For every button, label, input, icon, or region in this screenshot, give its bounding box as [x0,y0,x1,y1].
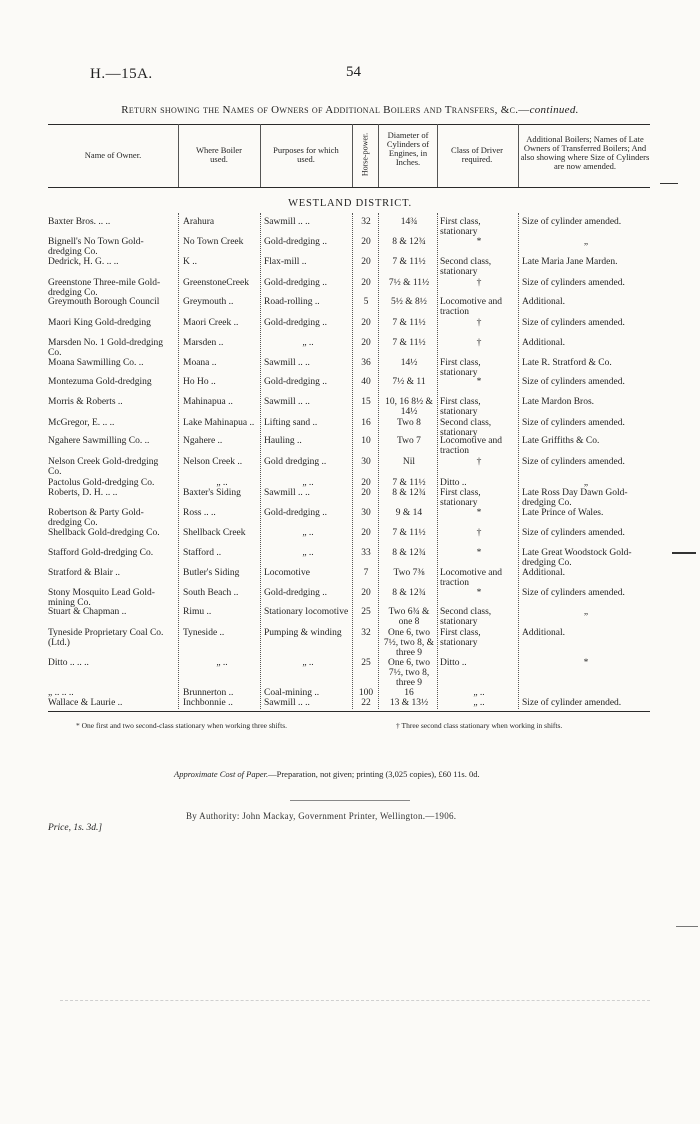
purpose-cell: „ .. [302,548,314,558]
purpose-cell: Coal-mining .. [264,688,320,698]
owner-cell: Tyneside Proprietary Coal Co. (Ltd.) [48,628,164,648]
diameter-cell: 8 & 12¾ [392,548,426,558]
additional-cell: Additional. [522,628,566,638]
cost-text: —Preparation, not given; printing (3,025 copies), £60 11s. 0d. [268,769,480,779]
owner-cell: Montezuma Gold-dredging [48,377,152,387]
additional-cell: „ [583,237,589,247]
purpose-cell: „ .. [302,478,314,488]
diameter-cell: 8 & 12¾ [392,588,426,598]
owner-cell: Stony Mosquito Lead Gold-mining Co. [48,588,155,608]
diameter-cell: 7 & 11½ [392,338,426,348]
owner-cell: Stafford Gold-dredging Co. [48,548,154,558]
purpose-cell: Gold-dredging .. [264,318,328,328]
owner-cell: Roberts, D. H. .. .. [48,488,118,498]
where-cell: No Town Creek [183,237,244,247]
hp-cell: 20 [361,488,371,498]
class-cell: † [476,338,482,348]
hp-cell: 25 [361,658,371,668]
purpose-cell: Sawmill .. .. [264,397,310,407]
document-code: H.—15A. [90,66,153,82]
owner-cell: Marsden No. 1 Gold-dredging Co. [48,338,164,358]
where-cell: Baxter's Siding [183,488,241,498]
class-cell: First class, stationary [440,217,481,237]
diameter-cell: 5½ & 8½ [391,297,427,307]
hp-cell: 40 [361,377,371,387]
diameter-cell: 16 [404,688,414,698]
purpose-cell: Hauling .. [264,436,302,446]
class-cell: * [476,588,482,598]
col-header-where: Where Boiler used. [195,145,243,164]
where-cell: Rimu .. [183,607,212,617]
class-cell: First class, stationary [440,628,481,648]
where-cell: Moana .. [183,358,217,368]
where-cell: Shellback Creek [183,528,246,538]
where-cell: Stafford .. [183,548,222,558]
class-cell: Locomotive and traction [440,568,502,588]
diameter-cell: 7½ & 11 [392,377,426,387]
margin-mark [672,552,696,554]
hp-cell: 20 [361,478,371,488]
where-cell: Inchbonnie .. [183,698,233,708]
hp-cell: 5 [363,297,369,307]
purpose-cell: Flax-mill .. [264,257,307,267]
owner-cell: McGregor, E. .. .. [48,418,115,428]
diameter-cell: Two 7⅜ [393,568,425,578]
class-cell: Second class, stationary [440,607,492,627]
purpose-cell: Sawmill .. .. [264,358,310,368]
hp-cell: 20 [361,257,371,267]
body-column-divider [437,213,438,709]
col-header-horse-power: Horse-power. [360,132,370,177]
hp-cell: 32 [361,217,371,227]
where-cell: K .. [183,257,197,267]
where-cell: Arahura [183,217,215,227]
table-top-rule [48,124,650,125]
class-cell: Ditto .. [440,478,467,488]
hp-cell: 36 [361,358,371,368]
additional-cell: Late Griffiths & Co. [522,436,600,446]
column-divider [178,124,179,187]
where-cell: Butler's Siding [183,568,240,578]
where-cell: Ho Ho .. [183,377,216,387]
hp-cell: 30 [361,508,371,518]
where-cell: Brunnerton .. [183,688,234,698]
purpose-cell: Locomotive [264,568,310,578]
hp-cell: 20 [361,588,371,598]
additional-cell: Additional. [522,338,566,348]
column-divider [437,124,438,187]
diameter-cell: 14¾ [400,217,418,227]
additional-cell: Additional. [522,568,566,578]
hp-cell: 33 [361,548,371,558]
owner-cell: Moana Sawmilling Co. .. [48,358,144,368]
additional-cell: Size of cylinders amended. [522,418,625,428]
diameter-cell: 7½ & 11½ [388,278,430,288]
owner-cell: Baxter Bros. .. .. [48,217,111,227]
class-cell: * [476,548,482,558]
additional-cell: Late R. Stratford & Co. [522,358,612,368]
purpose-cell: Pumping & winding [264,628,342,638]
owner-cell: Greenstone Three-mile Gold-dredging Co. [48,278,161,298]
class-cell: † [476,457,482,467]
class-cell: First class, stationary [440,397,481,417]
additional-cell: „ [583,607,589,617]
column-divider [352,124,353,187]
diameter-cell: 13 & 13½ [389,698,429,708]
purpose-cell: Gold-dredging .. [264,278,328,288]
col-header-purpose: Purposes for which used. [273,145,339,164]
where-cell: Mahinapua .. [183,397,233,407]
owner-cell: Dedrick, H. G. .. .. [48,257,119,267]
owner-cell: Pactolus Gold-dredging Co. [48,478,155,488]
diameter-cell: 8 & 12¾ [392,237,426,247]
hp-cell: 20 [361,338,371,348]
additional-cell: Size of cylinders amended. [522,278,625,288]
additional-cell: Size of cylinders amended. [522,528,625,538]
margin-mark [60,1000,650,1001]
purpose-cell: Sawmill .. .. [264,488,310,498]
hp-cell: 25 [361,607,371,617]
purpose-cell: „ .. [302,338,314,348]
hp-cell: 22 [361,698,371,708]
where-cell: Nelson Creek .. [183,457,243,467]
where-cell: „ .. [216,658,228,668]
additional-cell: Late Ross Day Dawn Gold-dredging Co. [522,488,628,508]
additional-cell: Additional. [522,297,566,307]
col-header-additional: Additional Boilers; Names of Late Owners of Transferred Boilers; And also showing where Size of Cylinders are now amended. [520,134,650,171]
printer-authority: By Authority: John Mackay, Government Printer, Wellington.—1906. [186,811,457,821]
hp-cell: 32 [361,628,371,638]
col-header-class: Class of Driver required. [451,145,503,164]
class-cell: Locomotive and traction [440,436,502,456]
purpose-cell: „ .. [302,658,314,668]
additional-cell: Size of cylinders amended. [522,377,625,387]
diameter-cell: 7 & 11½ [392,478,426,488]
district-heading: WESTLAND DISTRICT. [288,198,412,209]
additional-cell: Size of cylinders amended. [522,318,625,328]
footnote-asterisk: * One first and two second-class stationary when working three shifts. [76,721,287,730]
diameter-cell: 7 & 11½ [392,318,426,328]
purpose-cell: Road-rolling .. [264,297,320,307]
title-text: Return showing the Names of Owners of Additional Boilers and Transfers, &c.— [121,104,530,116]
owner-cell: Bignell's No Town Gold-dredging Co. [48,237,144,257]
where-cell: Tyneside .. [183,628,225,638]
where-cell: GreenstoneCreek [183,278,249,288]
owner-cell: Stuart & Chapman .. [48,607,127,617]
diameter-cell: 7 & 11½ [392,528,426,538]
diameter-cell: 8 & 12¾ [392,488,426,498]
owner-cell: Robertson & Party Gold-dredging Co. [48,508,144,528]
purpose-cell: Sawmill .. .. [264,217,310,227]
additional-cell: Size of cylinders amended. [522,588,625,598]
class-cell: Second class, stationary [440,257,492,277]
hp-cell: 15 [361,397,371,407]
hp-cell: 20 [361,237,371,247]
class-cell: „ .. [473,688,485,698]
hp-cell: 20 [361,318,371,328]
diameter-cell: 7 & 11½ [392,257,426,267]
column-divider [378,124,379,187]
hp-cell: 100 [358,688,374,698]
owner-cell: Ditto .. .. .. [48,658,89,668]
margin-mark [676,926,698,927]
page-number: 54 [346,64,361,80]
class-cell: † [476,278,482,288]
cost-label: Approximate Cost of Paper. [174,769,269,779]
hp-cell: 20 [361,278,371,288]
purpose-cell: Gold-dredging .. [264,508,328,518]
class-cell: * [476,508,482,518]
table-header-rule [48,187,650,188]
where-cell: Ngahere .. [183,436,223,446]
class-cell: † [476,318,482,328]
class-cell: Locomotive and traction [440,297,502,317]
additional-cell: Size of cylinder amended. [522,698,622,708]
owner-cell: Ngahere Sawmilling Co. .. [48,436,150,446]
additional-cell: „ [583,478,589,488]
table-bottom-rule [48,711,650,712]
additional-cell: * [583,658,589,668]
purpose-cell: Gold-dredging .. [264,237,328,247]
diameter-cell: 14½ [400,358,418,368]
col-header-owner: Name of Owner. [84,150,142,160]
diameter-cell: One 6, two 7½, two 8, three 9 [388,658,430,688]
purpose-cell: Lifting sand .. [264,418,318,428]
owner-cell: Wallace & Laurie .. [48,698,123,708]
body-column-divider [178,213,179,709]
owner-cell: Nelson Creek Gold-dredging Co. [48,457,159,477]
column-divider [518,124,519,187]
hp-cell: 20 [361,528,371,538]
purpose-cell: Stationary locomotive [264,607,349,617]
owner-cell: Maori King Gold-dredging [48,318,151,328]
additional-cell: Late Great Woodstock Gold-dredging Co. [522,548,632,568]
purpose-cell: Sawmill .. .. [264,698,310,708]
purpose-cell: Gold-dredging .. [264,377,328,387]
purpose-cell: „ .. [302,528,314,538]
additional-cell: Size of cylinder amended. [522,217,622,227]
diameter-cell: 9 & 14 [395,508,423,518]
where-cell: South Beach .. [183,588,239,598]
footnote-dagger: † Three second class stationary when working in shifts. [396,721,563,730]
where-cell: Marsden .. [183,338,224,348]
body-column-divider [518,213,519,709]
class-cell: „ .. [473,698,485,708]
margin-mark [660,183,678,184]
owner-cell: Greymouth Borough Council [48,297,160,307]
hp-cell: 7 [363,568,369,578]
owner-cell: „ .. .. .. [48,688,74,698]
class-cell: Ditto .. [440,658,467,668]
diameter-cell: Two 8 [397,418,421,428]
diameter-cell: 10, 16 8½ & 14½ [385,397,433,417]
owner-cell: Stratford & Blair .. [48,568,121,578]
title-continued: continued. [529,104,579,116]
class-cell: Second class, stationary [440,418,492,438]
owner-cell: Morris & Roberts .. [48,397,123,407]
where-cell: „ .. [216,478,228,488]
class-cell: * [476,237,482,247]
hp-cell: 16 [361,418,371,428]
column-divider [260,124,261,187]
class-cell: * [476,377,482,387]
body-column-divider [352,213,353,709]
where-cell: Ross .. .. [183,508,216,518]
class-cell: First class, stationary [440,488,481,508]
price: Price, 1s. 3d.] [48,823,103,833]
hp-cell: 30 [361,457,371,467]
diameter-cell: Nil [402,457,416,467]
diameter-cell: One 6, two 7½, two 8, & three 9 [383,628,435,658]
additional-cell: Late Mardon Bros. [522,397,595,407]
class-cell: First class, stationary [440,358,481,378]
where-cell: Maori Creek .. [183,318,239,328]
imprint-rule [290,800,410,801]
owner-cell: Shellback Gold-dredging Co. [48,528,160,538]
col-header-diameter: Diameter of Cylinders of Engines, in Inches. [386,130,430,167]
diameter-cell: Two 7 [397,436,421,446]
purpose-cell: Gold-dredging .. [264,588,328,598]
cost-of-paper [174,769,480,779]
where-cell: Lake Mahinapua .. [183,418,255,428]
additional-cell: Size of cylinders amended. [522,457,625,467]
diameter-cell: Two 6¾ & one 8 [388,607,430,627]
report-title [0,104,700,116]
where-cell: Greymouth .. [183,297,234,307]
class-cell: † [476,528,482,538]
hp-cell: 10 [361,436,371,446]
purpose-cell: Gold dredging .. [264,457,327,467]
body-column-divider [378,213,379,709]
additional-cell: Late Prince of Wales. [522,508,604,518]
additional-cell: Late Maria Jane Marden. [522,257,618,267]
